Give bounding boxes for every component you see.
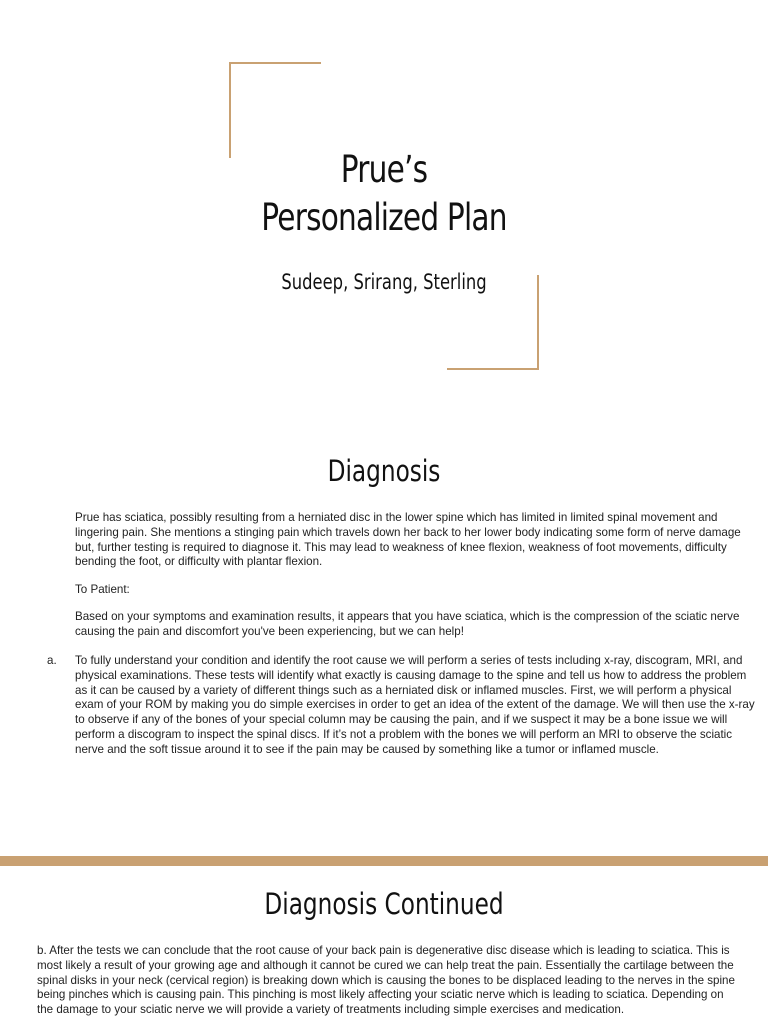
list-item-b: b. After the tests we can conclude that the root cause of your back pain is degenerative disc disease which is leading to sciatica. This is most likely a result of your growing age and although it cannot be cured we can help treat the pain. Essentially the cartilage between the spinal disks in your neck (cervical region) is breaking down which is causing the bones to be displaced leading to the nerves in the spine being pinches which is causing pain. This pinching is most likely affecting your sciatic nerve which is leading to sciatica. Depending on the damage to your sciatic nerve we will provide a variety of treatments including simple exercises and medication. xyxy=(37,944,735,1017)
list-marker-a: a. xyxy=(47,654,57,667)
slide-divider xyxy=(0,856,768,866)
authors-subtitle: Sudeep, Srirang, Sterling xyxy=(281,270,487,294)
to-patient-label: To Patient: xyxy=(75,583,130,596)
corner-bracket-top-left-vertical xyxy=(229,62,231,158)
title-line-2: Personalized Plan xyxy=(261,196,507,239)
page-title xyxy=(77,146,691,242)
list-item-a: To fully understand your condition and identify the root cause we will perform a series of tests including x-ray, discogram, MRI, and physical examinations. These tests will identify what exactly is causing damage to the spine and tell us how to address the problem as it can be caused by a variety of different things such as a herniated disk or inflamed muscles. First, we will perform a physical exam of your ROM by making you do simple exercises in order to get an idea of the extent of the damage. We will then use the x-ray to observe if any of the bones of your special column may be causing the pain, and if we suspect it may be a bone issue we will perform a discogram to inspect the spinal discs. If it’s not a problem with the bones we will perform an MRI to observe the sciatic nerve and the soft tissue around it to see if the pain may be caused by something like a tumor or inflamed muscle. xyxy=(75,654,755,756)
corner-bracket-top-left-horizontal xyxy=(229,62,321,64)
title-line-1: Prue’s xyxy=(340,148,428,191)
corner-bracket-bottom-right-horizontal xyxy=(447,368,539,370)
diagnosis-heading: Diagnosis xyxy=(327,454,441,488)
patient-explanation-paragraph: Based on your symptoms and examination results, it appears that you have sciatica, which is the compression of the sciatic nerve causing the pain and discomfort you've been experiencing, but we can help! xyxy=(75,610,740,638)
diagnosis-continued-heading: Diagnosis Continued xyxy=(264,887,504,921)
diagnosis-paragraph: Prue has sciatica, possibly resulting from a herniated disc in the lower spine which has limited in limited spinal movement and lingering pain. She mentions a stinging pain which travels down her back to her lower body indicating some form of nerve damage but, further testing is required to diagnose it. This may lead to weakness of knee flexion, weakness of foot movements, difficulty bending the foot, or difficulty with plantar flexion. xyxy=(75,511,741,569)
